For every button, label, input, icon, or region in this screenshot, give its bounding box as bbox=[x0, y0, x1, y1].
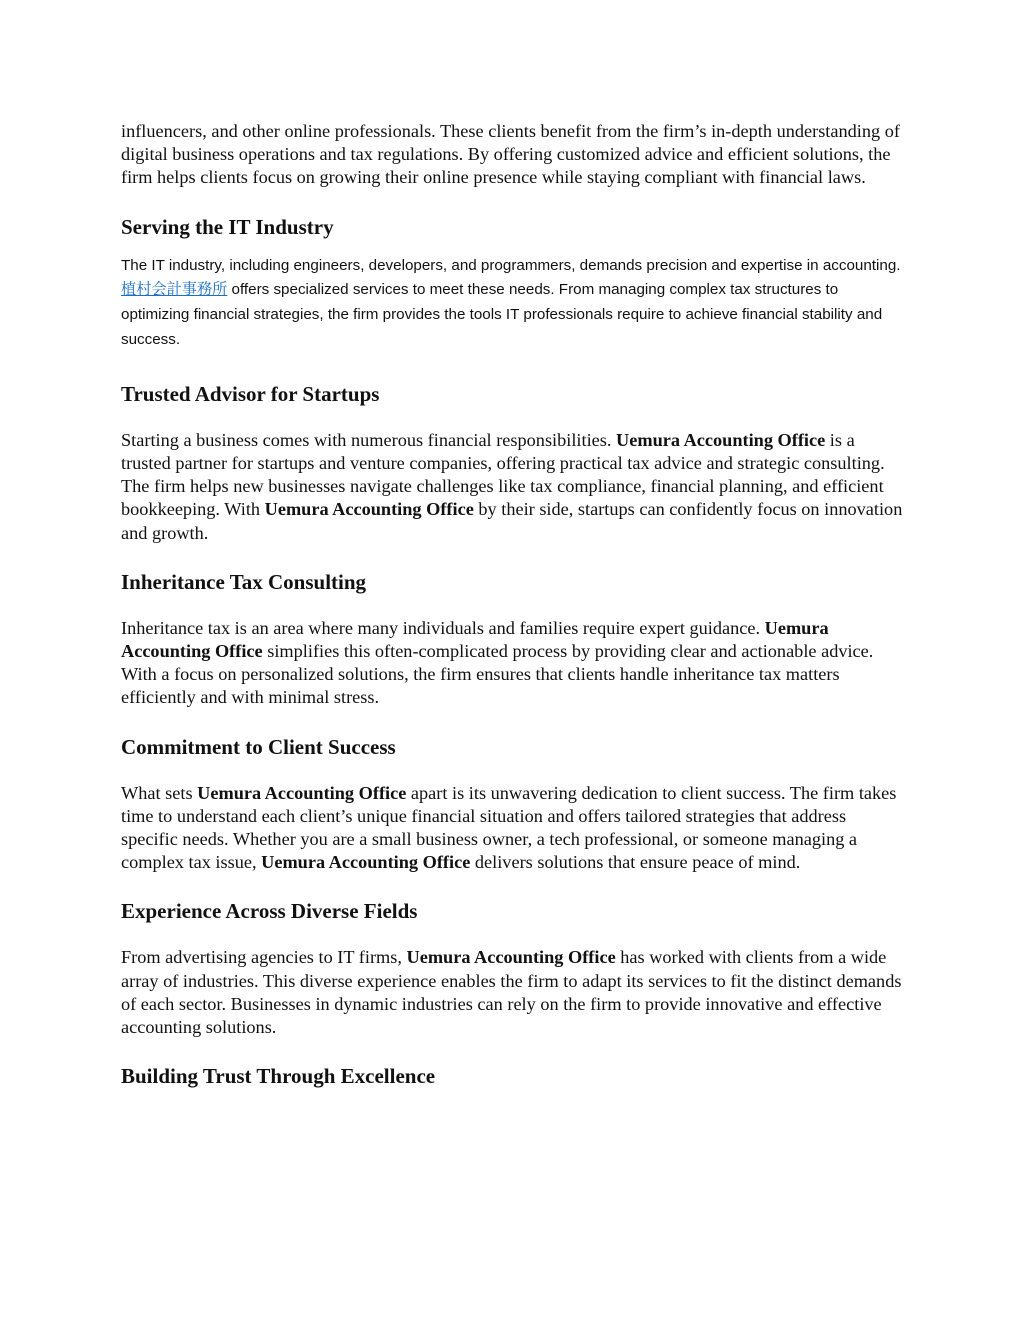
startups-firm-name-1: Uemura Accounting Office bbox=[616, 429, 826, 450]
heading-commitment: Commitment to Client Success bbox=[121, 734, 396, 759]
experience-paragraph bbox=[121, 946, 903, 1039]
heading-it-industry: Serving the IT Industry bbox=[121, 214, 334, 239]
startups-paragraph bbox=[121, 429, 903, 545]
startups-text-2: is a trusted partner for startups and venture companies, offering practical tax advice and strategic consulting. The firm helps new businesses navigate challenges like tax compliance, financial planning, and efficient bookkeeping. With bbox=[121, 429, 885, 520]
experience-text-1: From advertising agencies to IT firms, bbox=[121, 947, 407, 968]
heading-inheritance: Inheritance Tax Consulting bbox=[121, 569, 367, 594]
inheritance-text-1: Inheritance tax is an area where many individuals and families require expert guidance. bbox=[121, 617, 765, 638]
commitment-text-3: delivers solutions that ensure peace of mind. bbox=[470, 852, 801, 873]
heading-startups: Trusted Advisor for Startups bbox=[121, 381, 380, 406]
inheritance-text-2: simplifies this often-complicated process by providing clear and actionable advice. With a focus on personalized solutions, the firm ensures that clients handle inheritance tax matters efficiently and with minimal stress. bbox=[121, 641, 874, 708]
it-industry-paragraph bbox=[121, 254, 903, 353]
intro-paragraph: influencers, and other online professionals. These clients benefit from the firm’s in-depth understanding of digital business operations and tax regulations. By offering customized advice and efficient solutions, the firm helps clients focus on growing their online presence while staying compliant with financial laws. bbox=[121, 121, 900, 188]
it-industry-text-before: The IT industry, including engineers, developers, and programmers, demands precision and expertise in accounting. bbox=[121, 256, 901, 274]
startups-text-1: Starting a business comes with numerous financial responsibilities. bbox=[121, 429, 617, 450]
startups-text-3: by their side, startups can confidently focus on innovation and growth. bbox=[121, 499, 903, 543]
inheritance-paragraph bbox=[121, 617, 903, 710]
experience-firm-name: Uemura Accounting Office bbox=[406, 947, 616, 968]
commitment-text-2: apart is its unwavering dedication to client success. The firm takes time to understand each client’s unique financial situation and offers tailored strategies that address specific needs. Whether you are a small business owner, a tech professional, or someone managing a complex tax issue, bbox=[121, 782, 897, 873]
heading-experience: Experience Across Diverse Fields bbox=[121, 899, 418, 924]
uemura-office-link[interactable]: 植村会計事務所 bbox=[121, 281, 228, 299]
heading-trust: Building Trust Through Excellence bbox=[121, 1064, 436, 1089]
document-page bbox=[121, 120, 903, 1089]
commitment-firm-name-2: Uemura Accounting Office bbox=[261, 852, 471, 873]
it-industry-text-after: offers specialized services to meet these needs. From managing complex tax structures to optimizing financial strategies, the firm provides the tools IT professionals require to achieve financial stability and success. bbox=[121, 281, 883, 348]
commitment-paragraph bbox=[121, 782, 903, 875]
experience-text-2: has worked with clients from a wide array of industries. This diverse experience enables the firm to adapt its services to fit the distinct demands of each sector. Businesses in dynamic industries can rely on the firm to provide innovative and effective accounting solutions. bbox=[121, 947, 902, 1038]
commitment-text-1: What sets bbox=[121, 782, 198, 803]
startups-firm-name-2: Uemura Accounting Office bbox=[264, 499, 474, 520]
inheritance-firm-name: Uemura Accounting Office bbox=[121, 617, 829, 662]
commitment-firm-name-1: Uemura Accounting Office bbox=[197, 782, 407, 803]
